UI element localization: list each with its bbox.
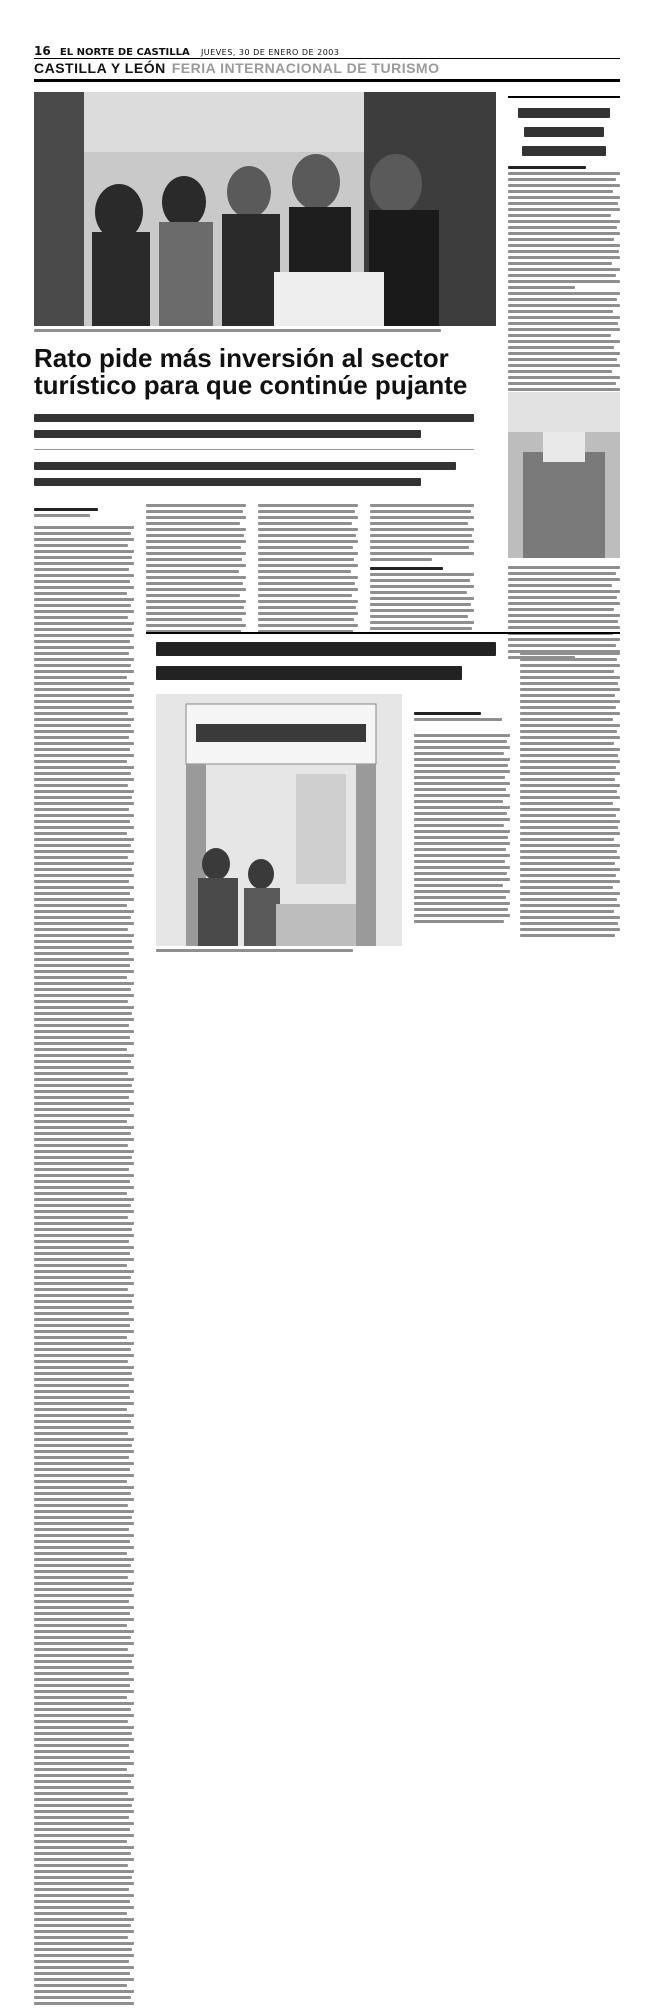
deck-rule xyxy=(34,449,474,450)
header-rule xyxy=(34,58,620,59)
main-photo xyxy=(34,92,496,326)
main-column-3 xyxy=(258,504,358,633)
subsection-name: FERIA INTERNACIONAL DE TURISMO xyxy=(171,60,440,76)
sidebar-body-2 xyxy=(508,566,620,659)
secondary-deck xyxy=(34,462,474,486)
page-number: 16 xyxy=(34,44,51,58)
sidebar-photo-image xyxy=(508,392,620,558)
page-header xyxy=(34,44,620,58)
second-column-1 xyxy=(414,734,510,923)
second-photo-caption xyxy=(156,949,402,952)
main-byline xyxy=(34,508,114,517)
issue-date: JUEVES, 30 DE ENERO DE 2003 xyxy=(200,48,340,57)
main-column-4 xyxy=(370,504,474,630)
paper-name: EL NORTE DE CASTILLA xyxy=(59,47,190,58)
second-column-2 xyxy=(520,652,620,937)
main-deck xyxy=(34,414,474,438)
section-title xyxy=(34,60,439,76)
main-headline: Rato pide más inversión al sector turístico para que continúe pujante xyxy=(34,343,468,400)
sidebar-headline-shapes xyxy=(518,108,610,156)
second-byline xyxy=(414,712,510,721)
second-story-photo xyxy=(156,694,402,946)
main-photo-image xyxy=(34,92,496,326)
second-story-headline xyxy=(156,642,496,680)
section-rule xyxy=(34,79,620,82)
sidebar-photo xyxy=(508,392,620,558)
sidebar-rule-top xyxy=(508,96,620,98)
caption-lines xyxy=(34,329,496,332)
second-story-rule xyxy=(146,632,620,634)
main-column-1 xyxy=(34,526,134,2008)
main-column-2 xyxy=(146,504,246,633)
second-story-photo-image xyxy=(156,694,402,946)
section-name: CASTILLA Y LEÓN xyxy=(34,60,166,76)
main-photo-caption xyxy=(34,329,496,332)
